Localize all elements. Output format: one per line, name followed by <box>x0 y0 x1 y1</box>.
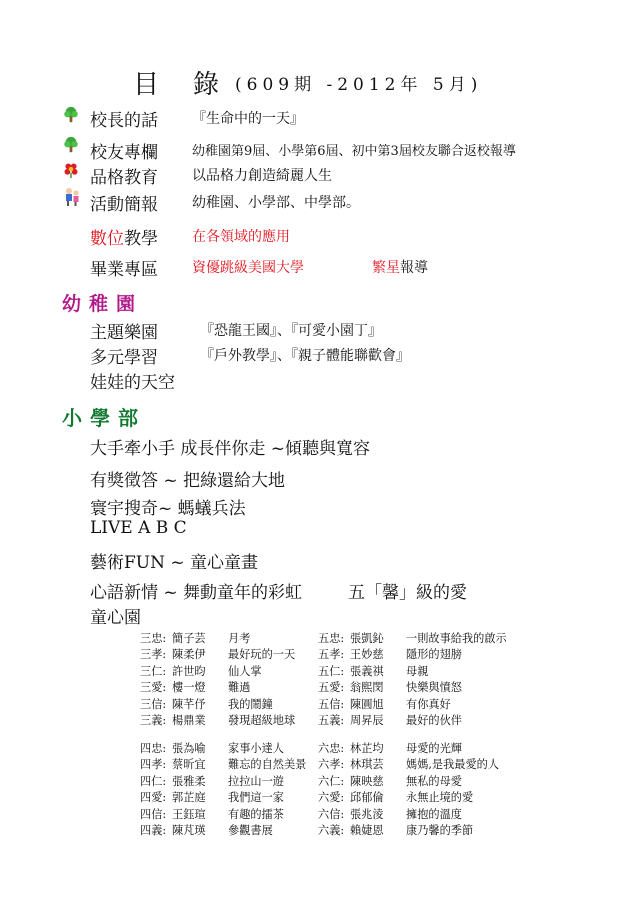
student-name: 蔡昕宜 <box>172 758 206 772</box>
kg-item-diverse-learning-value: 『戶外教學』、『親子體能聯歡會』 <box>200 348 410 364</box>
student-name: 陳圓旭 <box>350 697 384 711</box>
student-name: 張雅柔 <box>172 774 206 788</box>
class-name: 六信: <box>318 807 345 821</box>
activity-report-value: 幼稚園、小學部、中學部。 <box>192 195 360 211</box>
student-name: 樓一燈 <box>172 681 206 695</box>
student-name: 林琪芸 <box>350 758 384 772</box>
primary-header: 小學部 <box>62 406 146 430</box>
essay-title[interactable]: 仙人掌 <box>228 664 262 678</box>
class-name: 三忠: <box>140 632 167 645</box>
essay-title[interactable]: 媽媽,是我最愛的人 <box>406 758 500 772</box>
kg-item-theme-park[interactable]: 主題樂園 <box>90 323 158 343</box>
character-education-value: 以品格力創造綺麗人生 <box>192 168 332 184</box>
class-name: 五孝: <box>318 648 345 662</box>
essay-title[interactable]: 康乃馨的季節 <box>406 824 474 837</box>
essay-title[interactable]: 月考 <box>228 632 251 645</box>
character-education-label[interactable]: 品格教育 <box>90 168 158 188</box>
class-name: 三仁: <box>140 664 167 678</box>
essay-title[interactable]: 我們這一家 <box>228 791 284 805</box>
kg-item-kids-sky[interactable]: 娃娃的天空 <box>90 373 175 393</box>
student-name: 王妙慈 <box>350 648 384 662</box>
ps-item[interactable]: 藝術FUN ~ 童心童畫 <box>90 553 259 573</box>
class-name: 三愛: <box>140 681 167 695</box>
ps-item[interactable]: 大手牽小手 成長伴你走 ~傾聽與寬容 <box>90 439 371 459</box>
ps-item[interactable]: 童心園 <box>90 608 141 628</box>
page-title: 目錄 <box>133 70 254 100</box>
kids-icon <box>62 186 82 208</box>
tree-icon <box>62 136 80 154</box>
class-name: 四愛: <box>140 791 167 805</box>
graduation-value-1: 資優跳級美國大學 <box>192 260 304 276</box>
class-name: 四仁: <box>140 774 167 788</box>
digital-teaching-label[interactable]: 數位教學 <box>90 229 158 249</box>
class-name: 三孝: <box>140 648 167 662</box>
essay-title[interactable]: 母親 <box>406 664 429 678</box>
ps-item[interactable]: 心語新情 ~ 舞動童年的彩虹 <box>90 583 303 603</box>
class-name: 五信: <box>318 697 345 711</box>
student-name: 張凱鈊 <box>350 632 384 645</box>
essay-title[interactable]: 擁抱的溫度 <box>406 807 462 821</box>
kg-item-theme-park-value: 『恐龍王國』、『可愛小園丁』 <box>200 323 382 339</box>
essay-title[interactable]: 最好玩的一天 <box>228 648 296 662</box>
essay-title[interactable]: 一則故事給我的啟示 <box>406 632 507 645</box>
essay-title[interactable]: 永無止境的愛 <box>406 791 474 805</box>
student-name: 邱郁倫 <box>350 791 384 805</box>
essay-title[interactable]: 最好的伙伴 <box>406 714 462 727</box>
class-name: 六義: <box>318 824 345 837</box>
class-name: 五仁: <box>318 664 345 678</box>
activity-report-label[interactable]: 活動簡報 <box>90 195 158 215</box>
student-name: 賴婕恩 <box>350 824 384 837</box>
class-name: 三信: <box>140 697 167 711</box>
essay-title[interactable]: 快樂與憤怒 <box>406 681 462 695</box>
class-name: 四信: <box>140 807 167 821</box>
class-name: 五愛: <box>318 681 345 695</box>
principal-words-label[interactable]: 校長的話 <box>90 111 158 131</box>
flower-icon <box>62 161 80 179</box>
class-name: 四孝: <box>140 758 167 772</box>
essay-title[interactable]: 有你真好 <box>406 697 451 711</box>
class-name: 三義: <box>140 714 167 727</box>
class-name: 五忠: <box>318 632 345 645</box>
principal-words-value: 『生命中的一天』 <box>192 111 304 127</box>
student-name: 陳芃瑛 <box>172 824 206 837</box>
student-name: 簡子芸 <box>172 632 206 645</box>
student-name: 林芷均 <box>350 742 384 755</box>
class-name: 五義: <box>318 714 345 727</box>
class-name: 六愛: <box>318 791 345 805</box>
student-name: 翁熙閔 <box>350 681 384 695</box>
essay-title[interactable]: 難過 <box>228 681 251 695</box>
class-name: 六孝: <box>318 758 345 772</box>
class-name: 四忠: <box>140 742 167 755</box>
ps-item[interactable]: 寰宇搜奇~ 螞蟻兵法 <box>90 499 246 519</box>
student-name: 周昇辰 <box>350 714 384 727</box>
student-name: 郭芷庭 <box>172 791 206 805</box>
essay-title[interactable]: 家事小達人 <box>228 742 284 755</box>
student-name: 張兆淩 <box>350 807 384 821</box>
alumni-column-value: 幼稚園第9屆、小學第6屆、初中第3屆校友聯合返校報導 <box>192 144 516 159</box>
kindergarten-header: 幼稚園 <box>62 293 144 315</box>
student-name: 張義祺 <box>350 664 384 678</box>
student-name: 楊鼎業 <box>172 714 206 727</box>
essay-title[interactable]: 有趣的擂茶 <box>228 807 284 821</box>
student-name: 張為喻 <box>172 742 206 755</box>
tree-icon <box>62 106 80 124</box>
student-name: 陳芊伃 <box>172 697 206 711</box>
essay-title[interactable]: 拉拉山一遊 <box>228 774 284 788</box>
essay-title[interactable]: 難忘的自然美景 <box>228 758 307 772</box>
essay-title[interactable]: 隱形的翅膀 <box>406 648 462 662</box>
digital-teaching-value: 在各領域的應用 <box>192 229 290 245</box>
ps-item-extra[interactable]: 五「馨」級的愛 <box>348 583 467 603</box>
essay-title[interactable]: 無私的母愛 <box>406 774 462 788</box>
class-name: 六仁: <box>318 774 345 788</box>
essay-title[interactable]: 發現超級地球 <box>228 714 296 727</box>
student-name: 王鈺瑄 <box>172 807 206 821</box>
issue-subtitle: (609期 -2012年 5月) <box>235 75 483 95</box>
student-name: 許世昀 <box>172 664 206 678</box>
student-name: 陳柔伊 <box>172 648 206 662</box>
essay-title[interactable]: 參觀書展 <box>228 824 273 837</box>
alumni-column-label[interactable]: 校友專欄 <box>90 143 158 163</box>
ps-item[interactable]: LIVE A B C <box>90 518 187 538</box>
kg-item-diverse-learning[interactable]: 多元學習 <box>90 348 158 368</box>
student-name: 陳映慈 <box>350 774 384 788</box>
graduation-label[interactable]: 畢業專區 <box>90 260 158 280</box>
graduation-value-2: 繁星報導 <box>372 260 428 276</box>
essay-title[interactable]: 我的鬧鐘 <box>228 697 273 711</box>
ps-item[interactable]: 有獎徵答 ~ 把綠還給大地 <box>90 471 286 491</box>
class-name: 六忠: <box>318 742 345 755</box>
class-name: 四義: <box>140 824 167 837</box>
essay-title[interactable]: 母愛的光輝 <box>406 742 462 755</box>
